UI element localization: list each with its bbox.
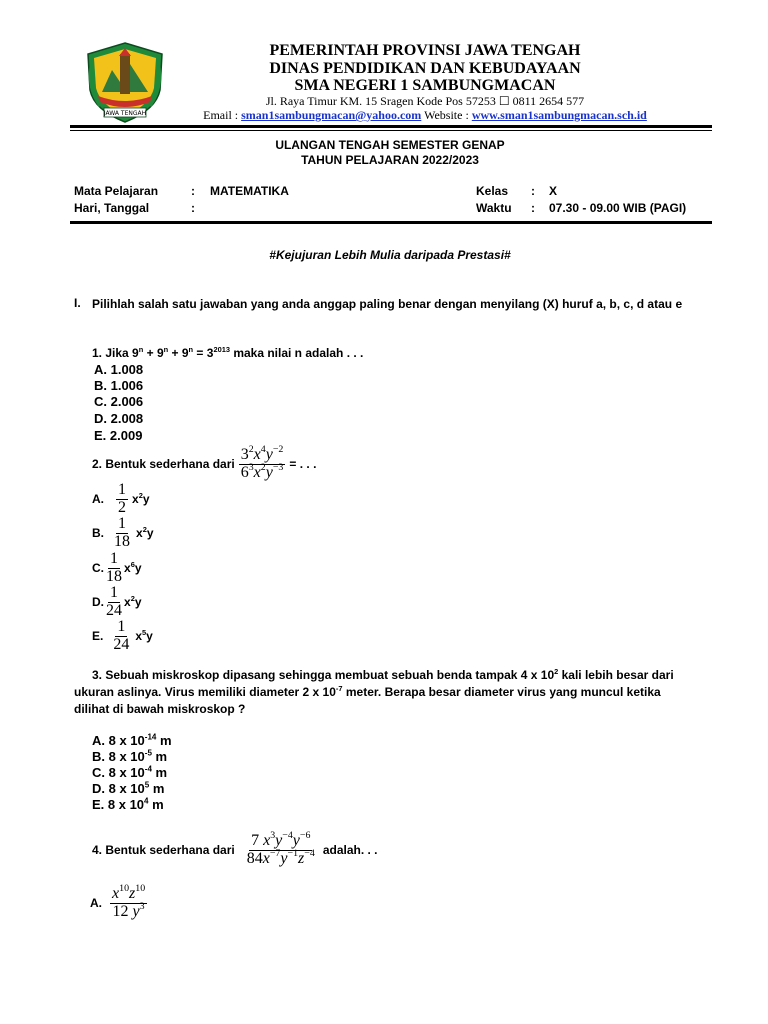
question-3-line-2: ukuran aslinya. Virus memiliki diameter 2 x $10^{-7}$ meter. Berapa besar diameter virus yang muncul ketika xyxy=(74,683,661,699)
q1-option-d[interactable]: D. 2.008 xyxy=(94,411,144,426)
q2-option-e[interactable]: E. $\frac{1}{24}$ $x^5y$ xyxy=(92,617,153,653)
website-link[interactable]: www.sman1sambungmacan.sch.id xyxy=(471,108,647,122)
svg-text:JAWA TENGAH: JAWA TENGAH xyxy=(103,110,147,117)
header-rule-thick xyxy=(70,125,712,128)
time-value: 07.30 - 09.00 WIB (PAGI) xyxy=(549,201,687,215)
motto: #Kejujuran Lebih Mulia daripada Prestasi# xyxy=(269,248,511,262)
section-instruction: Pilihlah salah satu jawaban yang anda anggap paling benar dengan menyilang (X) huruf a, b, c, d atau e xyxy=(92,297,683,311)
q1-option-e[interactable]: E. 2.009 xyxy=(94,428,143,443)
q1-option-a[interactable]: A. 1.008 xyxy=(94,362,144,377)
subject-value: MATEMATIKA xyxy=(210,184,289,198)
header-rule-thin xyxy=(70,130,712,131)
q1-option-c[interactable]: C. 2.006 xyxy=(94,394,144,409)
class-colon: : xyxy=(531,184,535,198)
question-3-line-3: dilihat di bawah miskroskop ? xyxy=(74,702,246,716)
q3-option-d[interactable]: D. 8 x $10^5$ m xyxy=(92,780,165,796)
info-rule xyxy=(70,221,712,224)
question-3-line-1: 3. Sebuah miskroskop dipasang sehingga membuat sebuah benda tampak 4 x $10^2$ kali lebih besar dari xyxy=(92,666,674,682)
question-1: 1. Jika $9^n + 9^n + 9^n = 3^{2013}$ maka nilai n adalah . . . xyxy=(92,344,364,360)
section-number: I. xyxy=(74,296,81,310)
q2-option-b[interactable]: B. $\frac{1}{18}$ $x^2y$ xyxy=(92,514,154,550)
q2-option-d[interactable]: D. $\frac{1}{24}$ $x^2y$ xyxy=(92,583,142,619)
day-label: Hari, Tanggal xyxy=(74,201,150,215)
exam-year: TAHUN PELAJARAN 2022/2023 xyxy=(301,153,479,167)
exam-title: ULANGAN TENGAH SEMESTER GENAP xyxy=(275,138,505,152)
header-line-2: DINAS PENDIDIKAN DAN KEBUDAYAAN xyxy=(269,60,581,77)
header-line-1: PEMERINTAH PROVINSI JAWA TENGAH xyxy=(269,42,581,59)
time-colon: : xyxy=(531,201,535,215)
q3-option-e[interactable]: E. 8 x $10^4$ m xyxy=(92,796,164,812)
q3-option-b[interactable]: B. 8 x $10^{-5}$ m xyxy=(92,748,168,764)
q3-option-a[interactable]: A. 8 x $10^{-14}$ m xyxy=(92,732,172,748)
website-label: Website : xyxy=(424,108,469,122)
header-address: Jl. Raya Timur KM. 15 Sragen Kode Pos 57253 ☐ 0811 2654 577 xyxy=(265,94,585,108)
q2-expression: $\frac{3^2x^4y^{-2}}{6^3x^2y^{-3}}$ xyxy=(240,443,284,481)
subject-colon: : xyxy=(191,184,195,198)
q4-expression: $\frac{7 x^3y^{-4}y^{-6}}{84x^{-7}y^{-1}z^{-4}}$ xyxy=(246,829,315,867)
class-value: X xyxy=(549,184,558,198)
q2-option-c[interactable]: C. $\frac{1}{18}$ $x^6y$ xyxy=(92,549,142,585)
class-label: Kelas xyxy=(476,184,509,198)
header-contact xyxy=(150,108,700,123)
q2-option-a[interactable]: A. $\frac{1}{2}$ $x^2y$ xyxy=(92,480,150,516)
day-colon: : xyxy=(191,201,195,215)
email-label: Email : xyxy=(203,108,239,122)
q3-option-c[interactable]: C. 8 x $10^{-4}$ m xyxy=(92,764,168,780)
question-2: 2. Bentuk sederhana dari $\frac{3^2x^4y^{-2}}{6^3x^2y^{-3}}$ = . . . xyxy=(92,443,317,481)
email-link[interactable]: sman1sambungmacan@yahoo.com xyxy=(241,108,422,122)
q4-option-a[interactable]: A. $\frac{x^{10}z^{10}}{12 y^3}$ xyxy=(90,882,146,920)
question-4: 4. Bentuk sederhana dari $\frac{7 x^3y^{-4}y^{-6}}{84x^{-7}y^{-1}z^{-4}}$ adalah. . . xyxy=(92,829,378,867)
time-label: Waktu xyxy=(476,201,512,215)
q1-option-b[interactable]: B. 1.006 xyxy=(94,378,144,393)
subject-label: Mata Pelajaran xyxy=(74,184,159,198)
header-line-3: SMA NEGERI 1 SAMBUNGMACAN xyxy=(294,77,556,94)
